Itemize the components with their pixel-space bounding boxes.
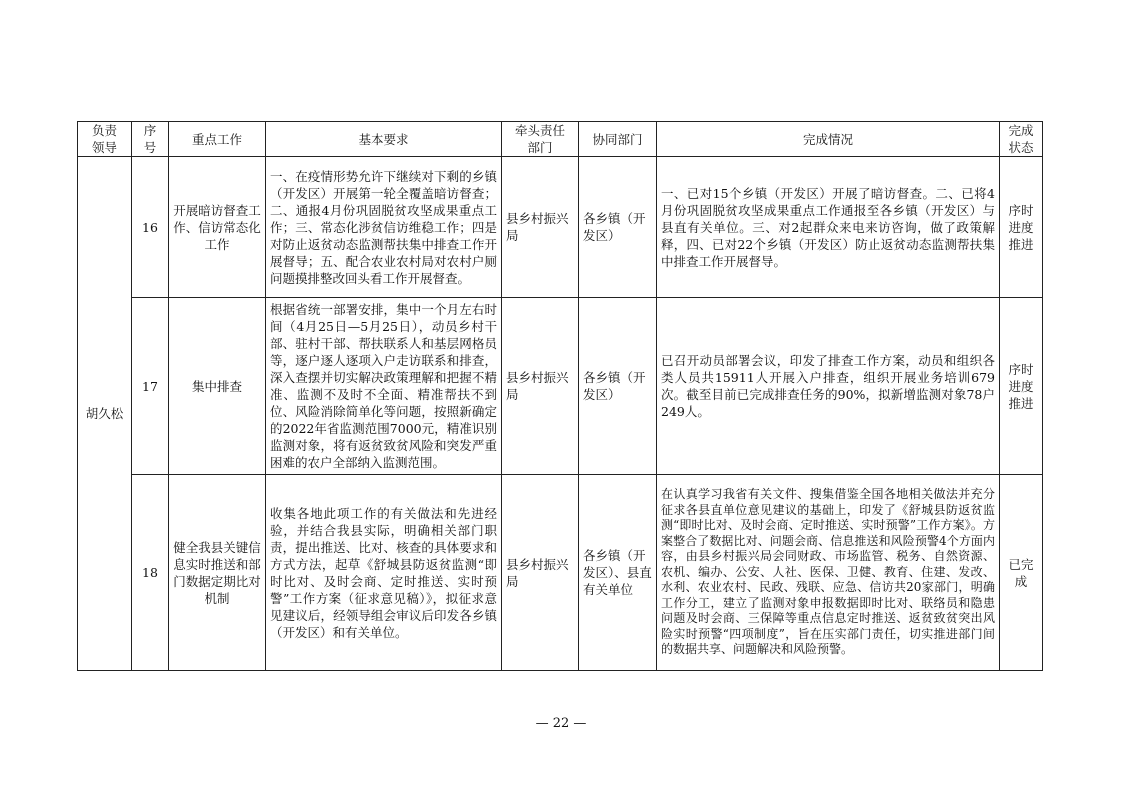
page-number: — 22 — (535, 716, 587, 731)
task-cell: 集中排查 (169, 298, 266, 475)
table-row (78, 298, 1043, 475)
table-header-row (78, 122, 1043, 157)
seq-cell: 17 (132, 298, 169, 475)
task-cell: 开展暗访督查工作、信访常态化工作 (169, 157, 266, 298)
header-leader: 负责 领导 (78, 122, 132, 157)
leader-cell: 胡久松 (78, 157, 132, 671)
header-lead-dept: 牵头责任 部门 (502, 122, 579, 157)
header-status: 完成 状态 (1000, 122, 1043, 157)
lead-dept-cell: 县乡村振兴局 (502, 298, 579, 475)
seq-cell: 18 (132, 475, 169, 671)
work-progress-table (77, 121, 1043, 671)
progress-cell: 在认真学习我省有关文件、搜集借鉴全国各地相关做法并充分征求各县直单位意见建议的基础上，印发了《舒城县防返贫监测“即时比对、及时会商、定时推送、实时预警”工作方案》。方案整合了数据比对、问题会商、信息推送和风险预警4个方面内容，由县乡村振兴局会同财政、市场监管、税务、自然资源、农机、编办、公安、人社、医保、卫健、教育、住建、发改、水利、农业农村、民政、残联、应急、信访共20家部门，明确工作分工，建立了监测对象申报数据即时比对、联络员和隐患问题及时会商、三保障等重点信息定时推送、返贫致贫突出风险实时预警“四项制度”，旨在压实部门责任，切实推进部门间的数据共享、问题解决和风险预警。 (657, 475, 1000, 671)
header-requirements: 基本要求 (266, 122, 502, 157)
coop-dept-cell: 各乡镇（开发区） (579, 298, 657, 475)
table-row (78, 157, 1043, 298)
seq-cell: 16 (132, 157, 169, 298)
lead-dept-cell: 县乡村振兴局 (502, 157, 579, 298)
progress-cell: 一、已对15个乡镇（开发区）开展了暗访督查。二、已将4月份巩固脱贫攻坚成果重点工作通报至各乡镇（开发区）与县直有关单位。三、对2起群众来电来访咨询，做了政策解释，四、已对22个乡镇（开发区）防止返贫动态监测帮扶集中排查工作开展督导。 (657, 157, 1000, 298)
requirements-cell: 一、在疫情形势允许下继续对下剩的乡镇（开发区）开展第一轮全覆盖暗访督查；二、通报4月份巩固脱贫攻坚成果重点工作；三、常态化涉贫信访维稳工作；四是对防止返贫动态监测帮扶集中排查工作开展督导；五、配合农业农村局对农村户厕问题摸排整改回头看工作开展督查。 (266, 157, 502, 298)
status-cell: 已完成 (1000, 475, 1043, 671)
header-progress: 完成情况 (657, 122, 1000, 157)
lead-dept-cell: 县乡村振兴局 (502, 475, 579, 671)
coop-dept-cell: 各乡镇（开发区） (579, 157, 657, 298)
table-row (78, 475, 1043, 671)
status-cell: 序时进度推进 (1000, 157, 1043, 298)
progress-cell: 已召开动员部署会议，印发了排查工作方案，动员和组织各类人员共15911人开展入户排查，组织开展业务培训679次。截至目前已完成排查任务的90%，拟新增监测对象78户249人。 (657, 298, 1000, 475)
task-cell: 健全我县关键信息实时推送和部门数据定期比对机制 (169, 475, 266, 671)
status-cell: 序时进度推进 (1000, 298, 1043, 475)
header-task: 重点工作 (169, 122, 266, 157)
coop-dept-cell: 各乡镇（开发区）、县直有关单位 (579, 475, 657, 671)
requirements-cell: 根据省统一部署安排，集中一个月左右时间（4月25日—5月25日），动员乡村干部、驻村干部、帮扶联系人和基层网格员等，逐户逐人逐项入户走访联系和排查，深入查摆并切实解决政策理解和把握不精准、监测不及时不全面、精准帮扶不到位、风险消除简单化等问题，按照新确定的2022年省监测范围7000元，精准识别监测对象，将有返贫致贫风险和突发严重困难的农户全部纳入监测范围。 (266, 298, 502, 475)
requirements-cell: 收集各地此项工作的有关做法和先进经验，并结合我县实际，明确相关部门职责，提出推送、比对、核查的具体要求和方式方法，起草《舒城县防返贫监测“即时比对、及时会商、定时推送、实时预警”工作方案（征求意见稿）》，拟征求意见建议后，经领导组会审议后印发各乡镇（开发区）和有关单位。 (266, 475, 502, 671)
header-coop-dept: 协同部门 (579, 122, 657, 157)
header-seq: 序 号 (132, 122, 169, 157)
